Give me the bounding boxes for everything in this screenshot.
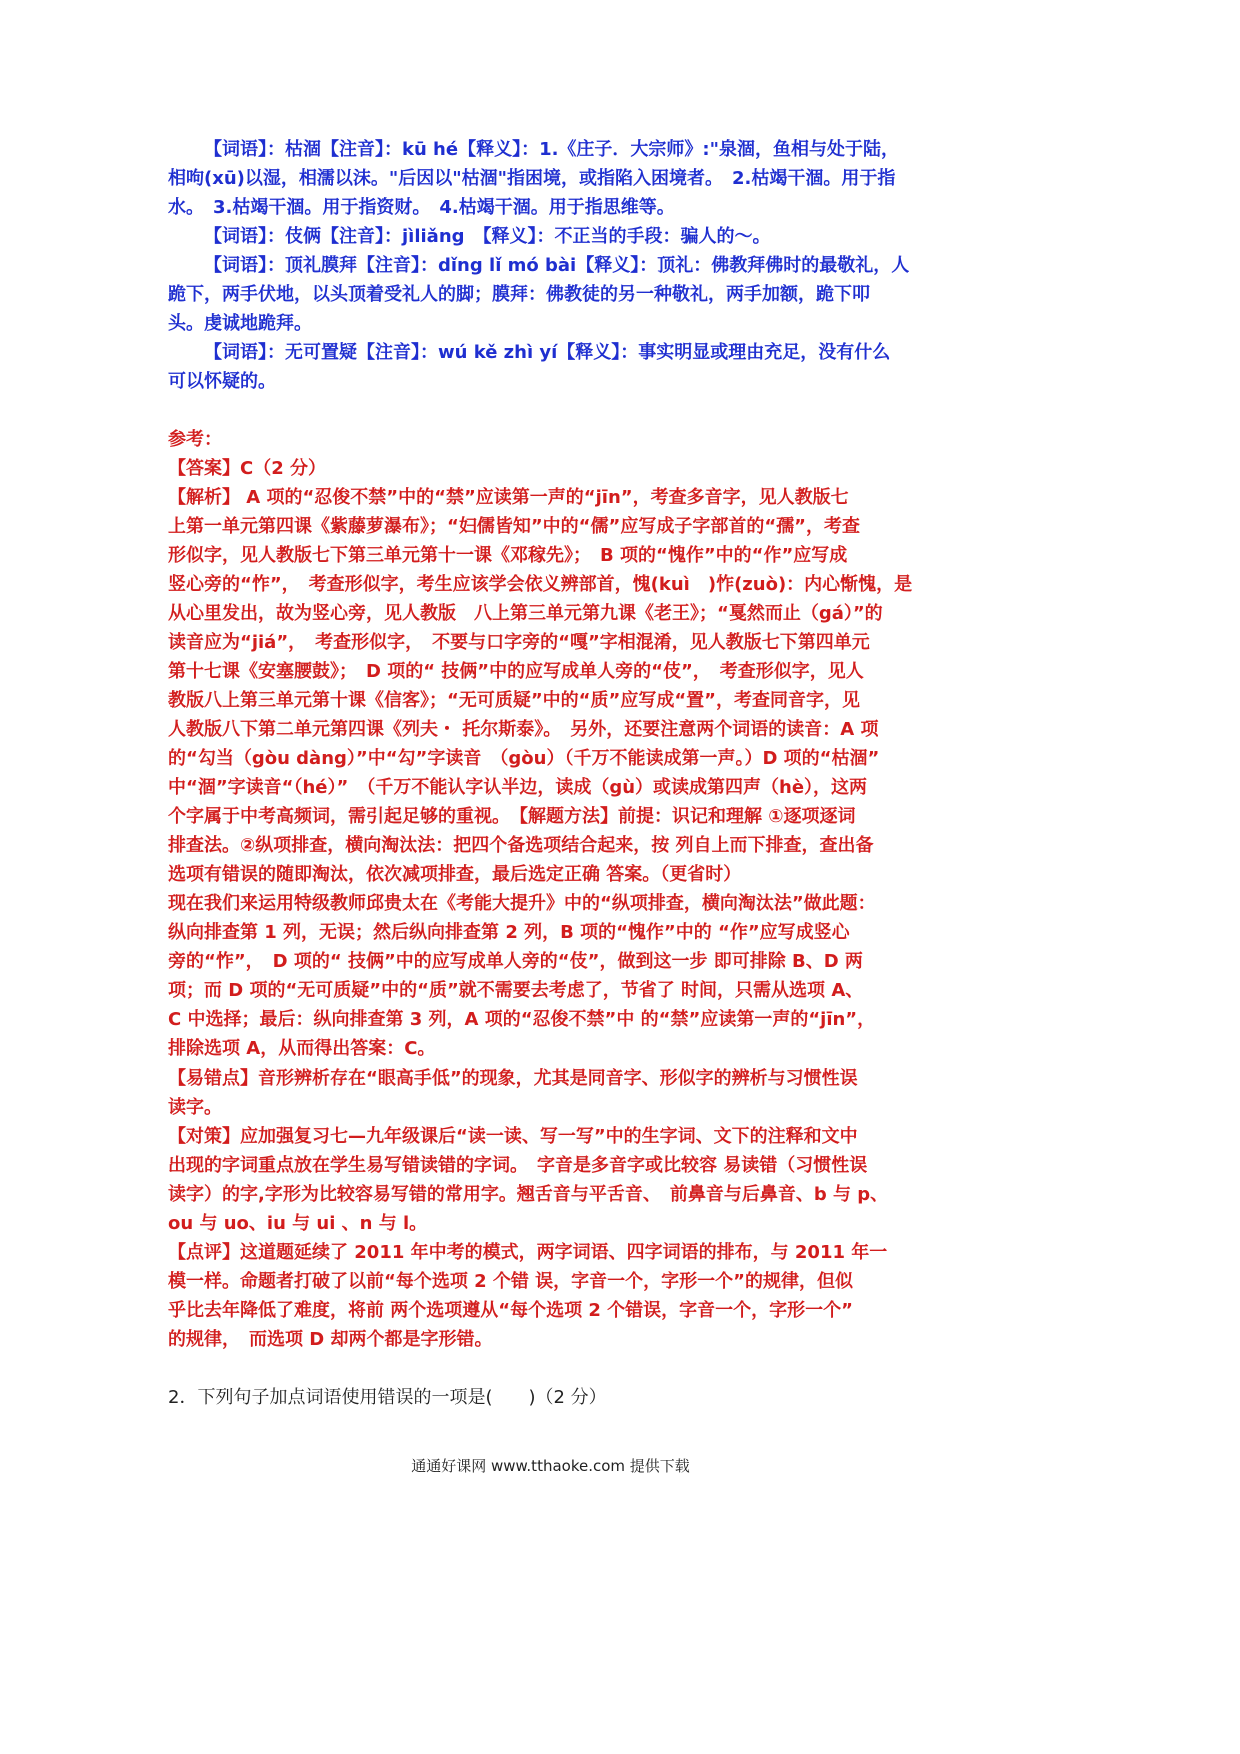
text-line: 【词语】：伎俩【注音】：jìliǎng 【释义】：不正当的手段：骗人的～。 xyxy=(204,226,771,247)
text-line: 的规律， 而选项 D 却两个都是字形错。 xyxy=(168,1329,493,1350)
text-line: 读字）的字,字形为比较容易写错的常用字。翘舌音与平舌音、 前鼻音与后鼻音、b 与 p、 xyxy=(168,1184,889,1205)
text-line: 模一样。命题者打破了以前“每个选项 2 个错 误，字音一个，字形一个”的规律，但似 xyxy=(168,1271,853,1292)
text-line: 上第一单元第四课《紫藤萝瀑布》；“妇儒皆知”中的“儒”应写成子字部首的“孺”，考查 xyxy=(168,516,860,537)
answer-line: 【答案】C（2 分） xyxy=(168,458,327,479)
text-line: 可以怀疑的。 xyxy=(168,371,276,392)
text-line: 现在我们来运用特级教师邱贵太在《考能大提升》中的“纵项排查，横向淘汰法”做此题： xyxy=(168,893,876,914)
reference-label: 参考： xyxy=(168,429,222,450)
text-line: 出现的字词重点放在学生易写错读错的字词。 字音是多音字或比较容 易读错（习惯性误 xyxy=(168,1155,868,1176)
text-line: 乎比去年降低了难度，将前 两个选项遵从“每个选项 2 个错误，字音一个，字形一个” xyxy=(168,1300,853,1321)
analysis-section xyxy=(168,483,944,889)
text-line: 【对策】应加强复习七—九年级课后“读一读、写一写”中的生字词、文下的注释和文中 xyxy=(168,1126,858,1147)
text-line: 排查法。②纵项排查，横向淘汰法：把四个备选项结合起来，按 列自上而下排查，查出备 xyxy=(168,835,874,856)
text-line: 【易错点】音形辨析存在“眼高手低”的现象，尤其是同音字、形似字的辨析与习惯性误 xyxy=(168,1068,858,1089)
text-line: 跪下，两手伏地，以头顶着受礼人的脚；膜拜：佛教徒的另一种敬礼，两手加额，跪下叩 xyxy=(168,284,870,305)
vocab-entry-wukezhiyi xyxy=(168,338,944,396)
text-line: 教版八上第三单元第十课《信客》；“无可质疑”中的“质”应写成“置”，考查同音字，见 xyxy=(168,690,860,711)
strategy-section xyxy=(168,1122,944,1238)
vocab-entry-dinglimobai xyxy=(168,251,944,338)
comment-section xyxy=(168,1238,944,1354)
text-line: 【点评】这道题延续了 2011 年中考的模式，两字词语、四字词语的排布，与 2011 年一 xyxy=(168,1242,888,1263)
text-line: 中“涸”字读音“（hé）” （千万不能认字认半边，读成（gù）或读成第四声（hè），这两 xyxy=(168,777,868,798)
text-line: 【词语】：顶礼膜拜【注音】：dǐng lǐ mó bài【释义】：顶礼：佛教拜佛时的最敬礼，人 xyxy=(204,255,910,276)
text-line: 【词语】：枯涸【注音】：kū hé【释义】：1.《庄子．大宗师》:"泉涸，鱼相与处于陆， xyxy=(204,139,900,160)
text-line: 个字属于中考高频词，需引起足够的重视。 【解题方法】前提：识记和理解 ①逐项逐词 xyxy=(168,806,856,827)
text-line: 相呴(xū)以湿，相濡以沫。"后因以"枯涸"指困境，或指陷入困境者。 2.枯竭干涸。用于指 xyxy=(168,168,896,189)
page-footer: 通通好课网 www.tthaoke.com 提供下载 xyxy=(411,1457,690,1475)
question-2: 2．下列句子加点词语使用错误的一项是( )（2 分） xyxy=(168,1387,607,1408)
text-line: 的“勾当（gòu dàng）”中“勾”字读音 （gòu）（千万不能读成第一声。）D 项的“枯涸” xyxy=(168,748,880,769)
text-line: 旁的“怍”， D 项的“ 技俩”中的应写成单人旁的“伎”，做到这一步 即可排除 B、D 两 xyxy=(168,951,863,972)
text-line: 形似字，见人教版七下第三单元第十一课《邓稼先》； B 项的“愧作”中的“作”应写成 xyxy=(168,545,848,566)
text-line: 排除选项 A，从而得出答案：C。 xyxy=(168,1038,436,1059)
vocab-entry-kuhe xyxy=(168,135,944,222)
text-line: 人教版八下第二单元第四课《列夫・ 托尔斯泰》。 另外，还要注意两个词语的读音：A 项 xyxy=(168,719,879,740)
text-line: 水。 3.枯竭干涸。用于指资财。 4.枯竭干涸。用于指思维等。 xyxy=(168,197,675,218)
text-line: 从心里发出，故为竖心旁，见人教版 八上第三单元第九课《老王》；“戛然而止（gá）”的 xyxy=(168,603,883,624)
error-point-section xyxy=(168,1064,944,1122)
text-line: C 中选择；最后：纵向排查第 3 列，A 项的“忍俊不禁”中 的“禁”应读第一声的“jīn”， xyxy=(168,1009,876,1030)
text-line: 【词语】：无可置疑【注音】：wú kě zhì yí【释义】：事实明显或理由充足，没有什么 xyxy=(204,342,891,363)
text-line: 【解析】 A 项的“忍俊不禁”中的“禁”应读第一声的“jīn”，考查多音字，见人教版七 xyxy=(168,487,849,508)
text-line: 头。虔诚地跪拜。 xyxy=(168,313,312,334)
text-line: 项；而 D 项的“无可质疑”中的“质”就不需要去考虑了，节省了 时间，只需从选项 A、 xyxy=(168,980,864,1001)
text-line: 纵向排查第 1 列，无误；然后纵向排查第 2 列，B 项的“愧作”中的 “作”应写成竖心 xyxy=(168,922,850,943)
text-line: 选项有错误的随即淘汰，依次减项排查，最后选定正确 答案。（更省时） xyxy=(168,864,742,885)
text-line: ou 与 uo、iu 与 ui 、n 与 l。 xyxy=(168,1213,428,1234)
vocab-entry-jiliang xyxy=(168,222,944,251)
text-line: 第十七课《安塞腰鼓》； D 项的“ 技俩”中的应写成单人旁的“伎”， 考查形似字，见人 xyxy=(168,661,864,682)
text-line: 竖心旁的“怍”， 考查形似字，考生应该学会依义辨部首，愧(kuì )怍(zuò)：内心惭愧，是 xyxy=(168,574,913,595)
text-line: 读字。 xyxy=(168,1097,222,1118)
text-line: 读音应为“jiá”， 考查形似字， 不要与口字旁的“嘎”字相混淆，见人教版七下第四单元 xyxy=(168,632,870,653)
method-section xyxy=(168,889,944,1063)
